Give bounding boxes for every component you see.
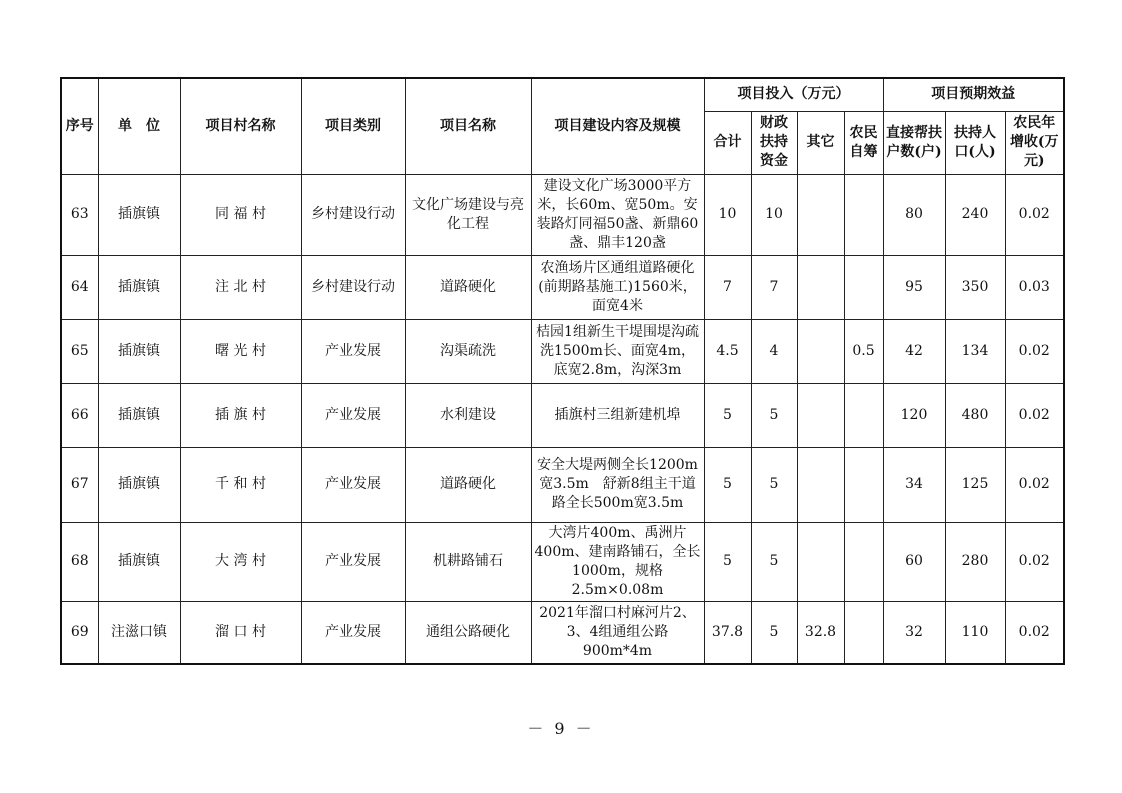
header-benefit-group: 项目预期效益 <box>883 78 1064 111</box>
cell-fiscal: 4 <box>751 319 797 383</box>
cell-income: 0.02 <box>1005 447 1064 522</box>
cell-seq: 63 <box>61 174 98 255</box>
cell-fiscal: 7 <box>751 255 797 319</box>
cell-unit: 插旗镇 <box>98 522 180 601</box>
cell-total: 5 <box>704 447 751 522</box>
cell-seq: 66 <box>61 383 98 447</box>
cell-total: 7 <box>704 255 751 319</box>
cell-category: 产业发展 <box>301 601 405 664</box>
cell-other <box>797 522 844 601</box>
cell-population: 125 <box>945 447 1005 522</box>
cell-village: 千 和 村 <box>180 447 301 522</box>
cell-total: 5 <box>704 522 751 601</box>
project-table <box>60 77 1065 665</box>
cell-village: 大 湾 村 <box>180 522 301 601</box>
cell-households: 60 <box>883 522 945 601</box>
cell-seq: 69 <box>61 601 98 664</box>
cell-farmer <box>844 383 883 447</box>
cell-fiscal: 5 <box>751 383 797 447</box>
header-total: 合计 <box>704 111 751 174</box>
cell-seq: 64 <box>61 255 98 319</box>
table-row <box>61 255 1064 319</box>
cell-content: 安全大堤两侧全长1200m宽3.5m 舒新8组主干道路全长500m宽3.5m <box>531 447 704 522</box>
table-row <box>61 447 1064 522</box>
cell-content: 农渔场片区通组道路硬化(前期路基施工)1560米，面宽4米 <box>531 255 704 319</box>
cell-total: 10 <box>704 174 751 255</box>
header-unit: 单 位 <box>98 78 180 174</box>
cell-unit: 插旗镇 <box>98 174 180 255</box>
cell-total: 37.8 <box>704 601 751 664</box>
cell-content: 2021年溜口村麻河片2、3、4组通组公路900m*4m <box>531 601 704 664</box>
cell-fiscal: 5 <box>751 522 797 601</box>
cell-project-name: 机耕路铺石 <box>405 522 531 601</box>
cell-seq: 65 <box>61 319 98 383</box>
header-fiscal: 财政扶持资金 <box>751 111 797 174</box>
cell-project-name: 道路硬化 <box>405 255 531 319</box>
table-row <box>61 522 1064 601</box>
header-population: 扶持人口(人) <box>945 111 1005 174</box>
cell-fiscal: 5 <box>751 447 797 522</box>
cell-households: 42 <box>883 319 945 383</box>
table-row <box>61 601 1064 664</box>
cell-households: 34 <box>883 447 945 522</box>
header-other: 其它 <box>797 111 844 174</box>
cell-category: 产业发展 <box>301 522 405 601</box>
cell-income: 0.02 <box>1005 319 1064 383</box>
cell-project-name: 通组公路硬化 <box>405 601 531 664</box>
cell-population: 280 <box>945 522 1005 601</box>
cell-farmer <box>844 601 883 664</box>
header-project-name: 项目名称 <box>405 78 531 174</box>
cell-income: 0.03 <box>1005 255 1064 319</box>
cell-fiscal: 10 <box>751 174 797 255</box>
cell-village: 同 福 村 <box>180 174 301 255</box>
header-farmer: 农民自筹 <box>844 111 883 174</box>
cell-seq: 67 <box>61 447 98 522</box>
table-row <box>61 383 1064 447</box>
cell-category: 乡村建设行动 <box>301 255 405 319</box>
cell-population: 134 <box>945 319 1005 383</box>
cell-total: 5 <box>704 383 751 447</box>
cell-total: 4.5 <box>704 319 751 383</box>
cell-other: 32.8 <box>797 601 844 664</box>
cell-households: 120 <box>883 383 945 447</box>
cell-other <box>797 383 844 447</box>
cell-village: 插 旗 村 <box>180 383 301 447</box>
cell-category: 产业发展 <box>301 383 405 447</box>
cell-project-name: 道路硬化 <box>405 447 531 522</box>
header-village: 项目村名称 <box>180 78 301 174</box>
cell-category: 乡村建设行动 <box>301 174 405 255</box>
cell-farmer <box>844 522 883 601</box>
header-seq: 序号 <box>61 78 98 174</box>
cell-category: 产业发展 <box>301 319 405 383</box>
cell-unit: 注滋口镇 <box>98 601 180 664</box>
cell-income: 0.02 <box>1005 383 1064 447</box>
table-body <box>61 174 1064 664</box>
cell-income: 0.02 <box>1005 174 1064 255</box>
cell-income: 0.02 <box>1005 522 1064 601</box>
cell-farmer <box>844 174 883 255</box>
table-header <box>61 78 1064 174</box>
cell-unit: 插旗镇 <box>98 255 180 319</box>
cell-farmer <box>844 255 883 319</box>
cell-population: 240 <box>945 174 1005 255</box>
cell-population: 480 <box>945 383 1005 447</box>
cell-farmer <box>844 447 883 522</box>
cell-population: 350 <box>945 255 1005 319</box>
cell-village: 注 北 村 <box>180 255 301 319</box>
page-number: － 9 － <box>527 719 595 738</box>
cell-other <box>797 255 844 319</box>
cell-category: 产业发展 <box>301 447 405 522</box>
cell-fiscal: 5 <box>751 601 797 664</box>
cell-project-name: 文化广场建设与亮化工程 <box>405 174 531 255</box>
header-category: 项目类别 <box>301 78 405 174</box>
cell-unit: 插旗镇 <box>98 383 180 447</box>
cell-unit: 插旗镇 <box>98 319 180 383</box>
header-content: 项目建设内容及规模 <box>531 78 704 174</box>
cell-other <box>797 174 844 255</box>
cell-other <box>797 319 844 383</box>
cell-population: 110 <box>945 601 1005 664</box>
table-row <box>61 319 1064 383</box>
cell-project-name: 水利建设 <box>405 383 531 447</box>
cell-content: 插旗村三组新建机埠 <box>531 383 704 447</box>
cell-village: 溜 口 村 <box>180 601 301 664</box>
header-investment-group: 项目投入（万元） <box>704 78 883 111</box>
cell-households: 32 <box>883 601 945 664</box>
cell-content: 大湾片400m、禹洲片400m、建南路铺石，全长1000m，规格2.5m×0.08m <box>531 522 704 601</box>
cell-other <box>797 447 844 522</box>
cell-seq: 68 <box>61 522 98 601</box>
cell-farmer: 0.5 <box>844 319 883 383</box>
cell-unit: 插旗镇 <box>98 447 180 522</box>
table-row <box>61 174 1064 255</box>
cell-income: 0.02 <box>1005 601 1064 664</box>
cell-village: 曙 光 村 <box>180 319 301 383</box>
cell-content: 建设文化广场3000平方米，长60m、宽50m。安装路灯同福50盏、新鼎60盏、鼎丰120盏 <box>531 174 704 255</box>
cell-content: 桔园1组新生干堤围堤沟疏洗1500m长、面宽4m，底宽2.8m，沟深3m <box>531 319 704 383</box>
header-income: 农民年增收(万元) <box>1005 111 1064 174</box>
header-households: 直接帮扶户数(户) <box>883 111 945 174</box>
cell-households: 95 <box>883 255 945 319</box>
cell-project-name: 沟渠疏洗 <box>405 319 531 383</box>
cell-households: 80 <box>883 174 945 255</box>
